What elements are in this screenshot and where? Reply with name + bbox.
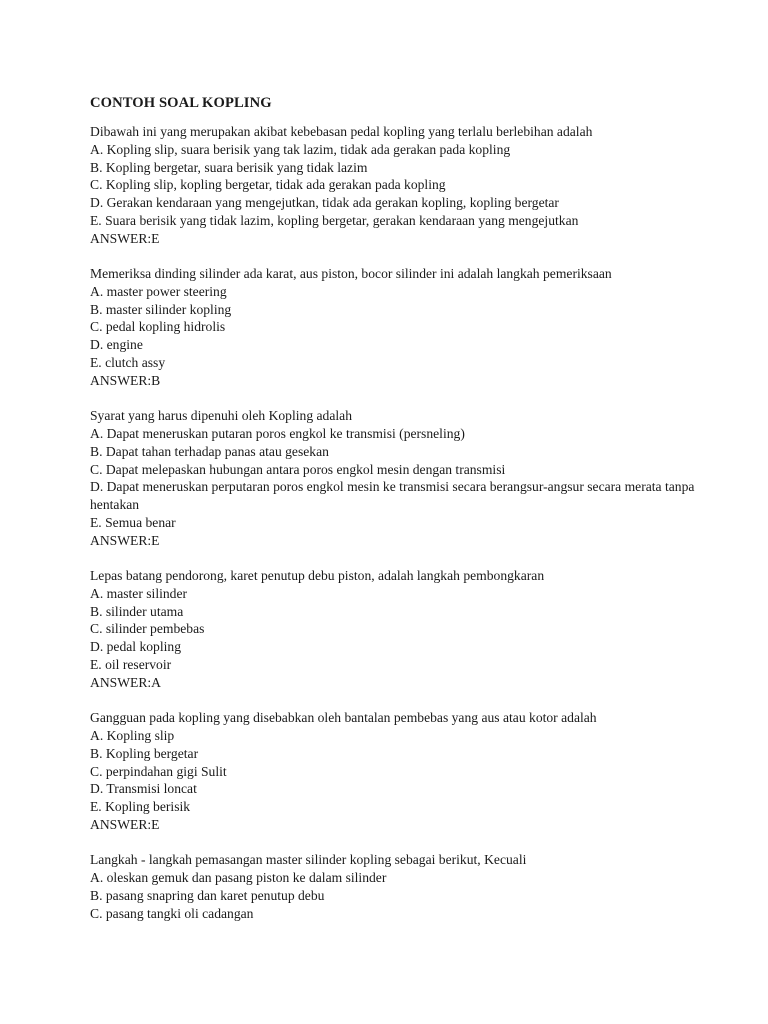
answer-option: A. Dapat meneruskan putaran poros engkol ke transmisi (persneling) [90, 425, 465, 441]
question-text: Dibawah ini yang merupakan akibat kebebasan pedal kopling yang terlalu berlebihan adalah [90, 124, 593, 139]
answer-option: E. Semua benar [90, 514, 176, 530]
question-block [90, 709, 730, 834]
question-block [90, 265, 730, 390]
answer-option: D. pedal kopling [90, 639, 181, 655]
answer-option: B. Kopling bergetar, suara berisik yang tidak lazim [90, 159, 368, 175]
answer-key: ANSWER:E [90, 230, 160, 246]
question-block [90, 123, 730, 248]
answer-option: E. Suara berisik yang tidak lazim, kopling bergetar, gerakan kendaraan yang mengejutkan [90, 212, 579, 228]
answer-option: D. engine [90, 337, 143, 353]
option-list [90, 141, 730, 230]
answer-option: A. master power steering [90, 283, 227, 299]
question-text: Langkah - langkah pemasangan master silinder kopling sebagai berikut, Kecuali [90, 852, 527, 868]
answer-option: C. pasang tangki oli cadangan [90, 905, 254, 921]
answer-option: E. oil reservoir [90, 657, 172, 673]
answer-key: ANSWER:E [90, 532, 160, 548]
question-text: Gangguan pada kopling yang disebabkan oleh bantalan pembebas yang aus atau kotor adalah [90, 710, 597, 726]
answer-option: C. Dapat melepaskan hubungan antara poros engkol mesin dengan transmisi [90, 461, 506, 477]
answer-option: B. pasang snapring dan karet penutup debu [90, 887, 325, 903]
answer-option: E. Kopling berisik [90, 799, 191, 815]
question-text: Lepas batang pendorong, karet penutup debu piston, adalah langkah pembongkaran [90, 568, 545, 584]
answer-key: ANSWER:E [90, 816, 160, 832]
option-list [90, 727, 730, 816]
answer-option: D. Dapat meneruskan perputaran poros engkol mesin ke transmisi secara berangsur-angsur secara merata tanpa hentakan [90, 479, 695, 513]
answer-option: A. Kopling slip [90, 727, 175, 743]
answer-option: A. master silinder [90, 585, 188, 601]
answer-option: B. silinder utama [90, 603, 184, 619]
answer-option: A. Kopling slip, suara berisik yang tak lazim, tidak ada gerakan pada kopling [90, 141, 511, 157]
document-page [90, 94, 730, 940]
answer-option: A. oleskan gemuk dan pasang piston ke dalam silinder [90, 869, 387, 885]
question-block [90, 567, 730, 692]
answer-option: D. Transmisi loncat [90, 781, 197, 797]
answer-option: C. perpindahan gigi Sulit [90, 763, 227, 779]
answer-key: ANSWER:B [90, 372, 161, 388]
answer-option: D. Gerakan kendaraan yang mengejutkan, tidak ada gerakan kopling, kopling bergetar [90, 195, 559, 211]
option-list [90, 283, 730, 372]
question-block [90, 851, 730, 922]
answer-option: B. Dapat tahan terhadap panas atau gesekan [90, 443, 329, 459]
answer-option: E. clutch assy [90, 355, 166, 371]
answer-key: ANSWER:A [90, 674, 161, 690]
question-block [90, 407, 730, 549]
answer-option: C. Kopling slip, kopling bergetar, tidak ada gerakan pada kopling [90, 177, 446, 193]
question-text: Syarat yang harus dipenuhi oleh Kopling adalah [90, 408, 352, 424]
answer-option: C. pedal kopling hidrolis [90, 319, 226, 335]
option-list [90, 585, 730, 674]
document-title: CONTOH SOAL KOPLING [90, 95, 272, 111]
answer-option: B. Kopling bergetar [90, 745, 199, 761]
option-list [90, 425, 730, 532]
option-list [90, 869, 730, 922]
answer-option: B. master silinder kopling [90, 301, 232, 317]
question-text: Memeriksa dinding silinder ada karat, aus piston, bocor silinder ini adalah langkah pemeriksaan [90, 266, 612, 282]
question-list [90, 123, 730, 922]
answer-option: C. silinder pembebas [90, 621, 205, 637]
